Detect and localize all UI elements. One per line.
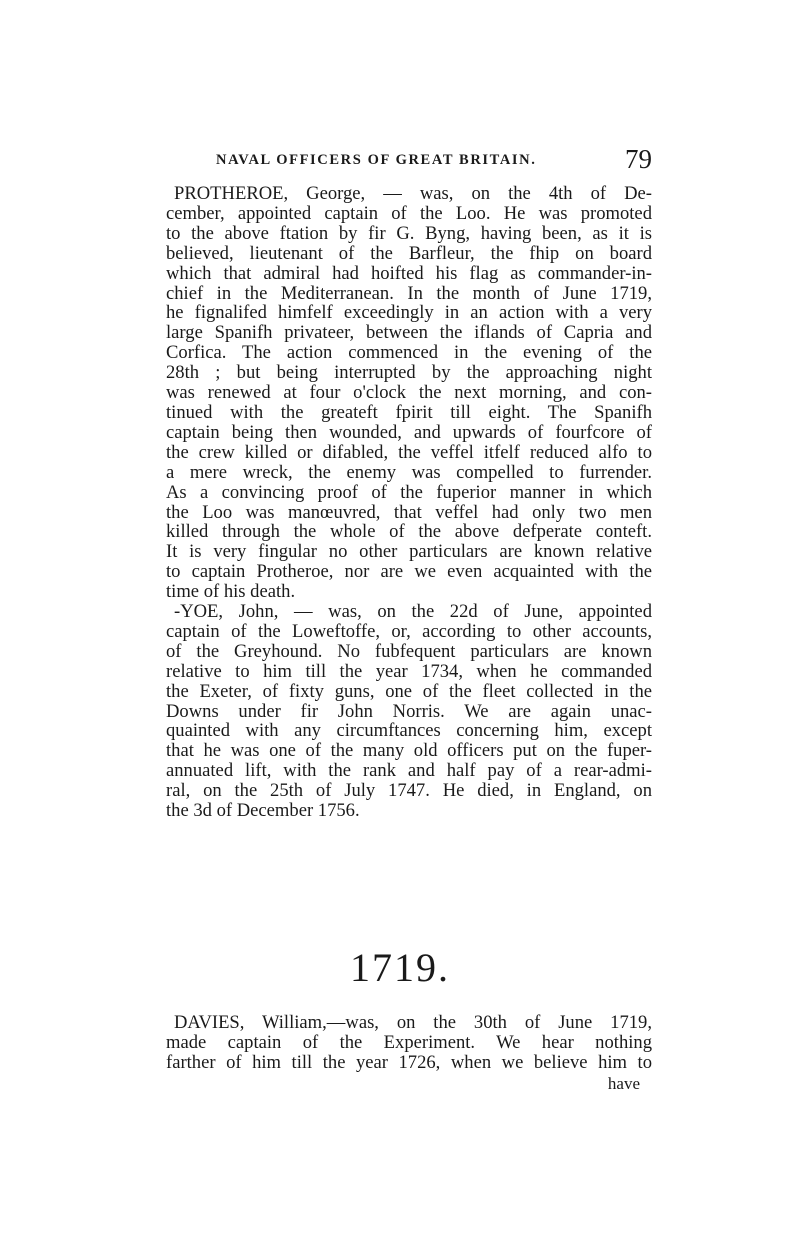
text-line: the Loo was manœuvred, that veffel had only two men bbox=[166, 501, 652, 523]
paragraph bbox=[166, 184, 652, 602]
entry-protheroe bbox=[166, 184, 652, 602]
paragraph bbox=[166, 1013, 652, 1073]
text-line: chief in the Mediterranean. In the month of June 1719, bbox=[166, 282, 652, 304]
text-line: captain of the Loweftoffe, or, according to other accounts, bbox=[166, 620, 652, 642]
text-line: cember, appointed captain of the Loo. He was promoted bbox=[166, 202, 652, 224]
text-line: relative to him till the year 1734, when he commanded bbox=[166, 660, 652, 682]
year-heading: 1719. bbox=[350, 945, 450, 990]
text-line: PROTHEROE, George, — was, on the 4th of De- bbox=[174, 183, 652, 204]
text-line: 28th ; but being interrupted by the approaching night bbox=[166, 362, 652, 384]
text-line: of the Greyhound. No fubfequent particulars are known bbox=[166, 640, 652, 662]
text-line: quainted with any circumftances concerning him, except bbox=[166, 720, 652, 742]
text-line: tinued with the greateft fpirit till eight. The Spanifh bbox=[166, 401, 652, 423]
text-line: As a convincing proof of the fuperior manner in which bbox=[166, 481, 652, 503]
text-line: the crew killed or difabled, the veffel itfelf reduced alfo to bbox=[166, 441, 652, 463]
text-line: killed through the whole of the above defperate conteft. bbox=[166, 521, 652, 543]
entry-yoe bbox=[166, 602, 652, 821]
text-line: farther of him till the year 1726, when we believe him to bbox=[166, 1051, 652, 1073]
entry-davies bbox=[166, 1013, 652, 1073]
text-line: made captain of the Experiment. We hear nothing bbox=[166, 1031, 652, 1053]
text-line: -YOE, John, — was, on the 22d of June, appointed bbox=[174, 601, 652, 622]
running-head bbox=[166, 146, 652, 180]
text-line: large Spanifh privateer, between the iflands of Capria and bbox=[166, 322, 652, 344]
text-line: to the above ftation by fir G. Byng, having been, as it is bbox=[166, 222, 652, 244]
text-line: was renewed at four o'clock the next morning, and con- bbox=[166, 382, 652, 404]
text-line: DAVIES, William,—was, on the 30th of June 1719, bbox=[174, 1012, 652, 1033]
running-title: NAVAL OFFICERS OF GREAT BRITAIN. bbox=[216, 152, 537, 168]
text-line: which that admiral had hoifted his flag as commander-in- bbox=[166, 262, 652, 284]
text-line: he fignalifed himfelf exceedingly in an action with a very bbox=[166, 302, 652, 324]
text-line: to captain Protheroe, nor are we even acquainted with the bbox=[166, 561, 652, 583]
text-line: captain being then wounded, and upwards of fourfcore of bbox=[166, 421, 652, 443]
text-line: believed, lieutenant of the Barfleur, the fhip on board bbox=[166, 242, 652, 264]
text-line: the Exeter, of fixty guns, one of the fleet collected in the bbox=[166, 680, 652, 702]
paragraph bbox=[166, 602, 652, 821]
text-line: a mere wreck, the enemy was compelled to furrender. bbox=[166, 461, 652, 483]
page-number: 79 bbox=[625, 144, 652, 174]
text-line: annuated lift, with the rank and half pay of a rear-admi- bbox=[166, 760, 652, 782]
text-line: ral, on the 25th of July 1747. He died, in England, on bbox=[166, 780, 652, 802]
catchword: have bbox=[607, 1074, 640, 1093]
text-line: the 3d of December 1756. bbox=[166, 800, 360, 822]
text-line: It is very fingular no other particulars are known relative bbox=[166, 541, 652, 563]
text-line: time of his death. bbox=[166, 581, 296, 603]
text-line: Corfica. The action commenced in the evening of the bbox=[166, 342, 652, 364]
text-line: that he was one of the many old officers put on the fuper- bbox=[166, 740, 652, 762]
text-line: Downs under fir John Norris. We are again unac- bbox=[166, 700, 652, 722]
